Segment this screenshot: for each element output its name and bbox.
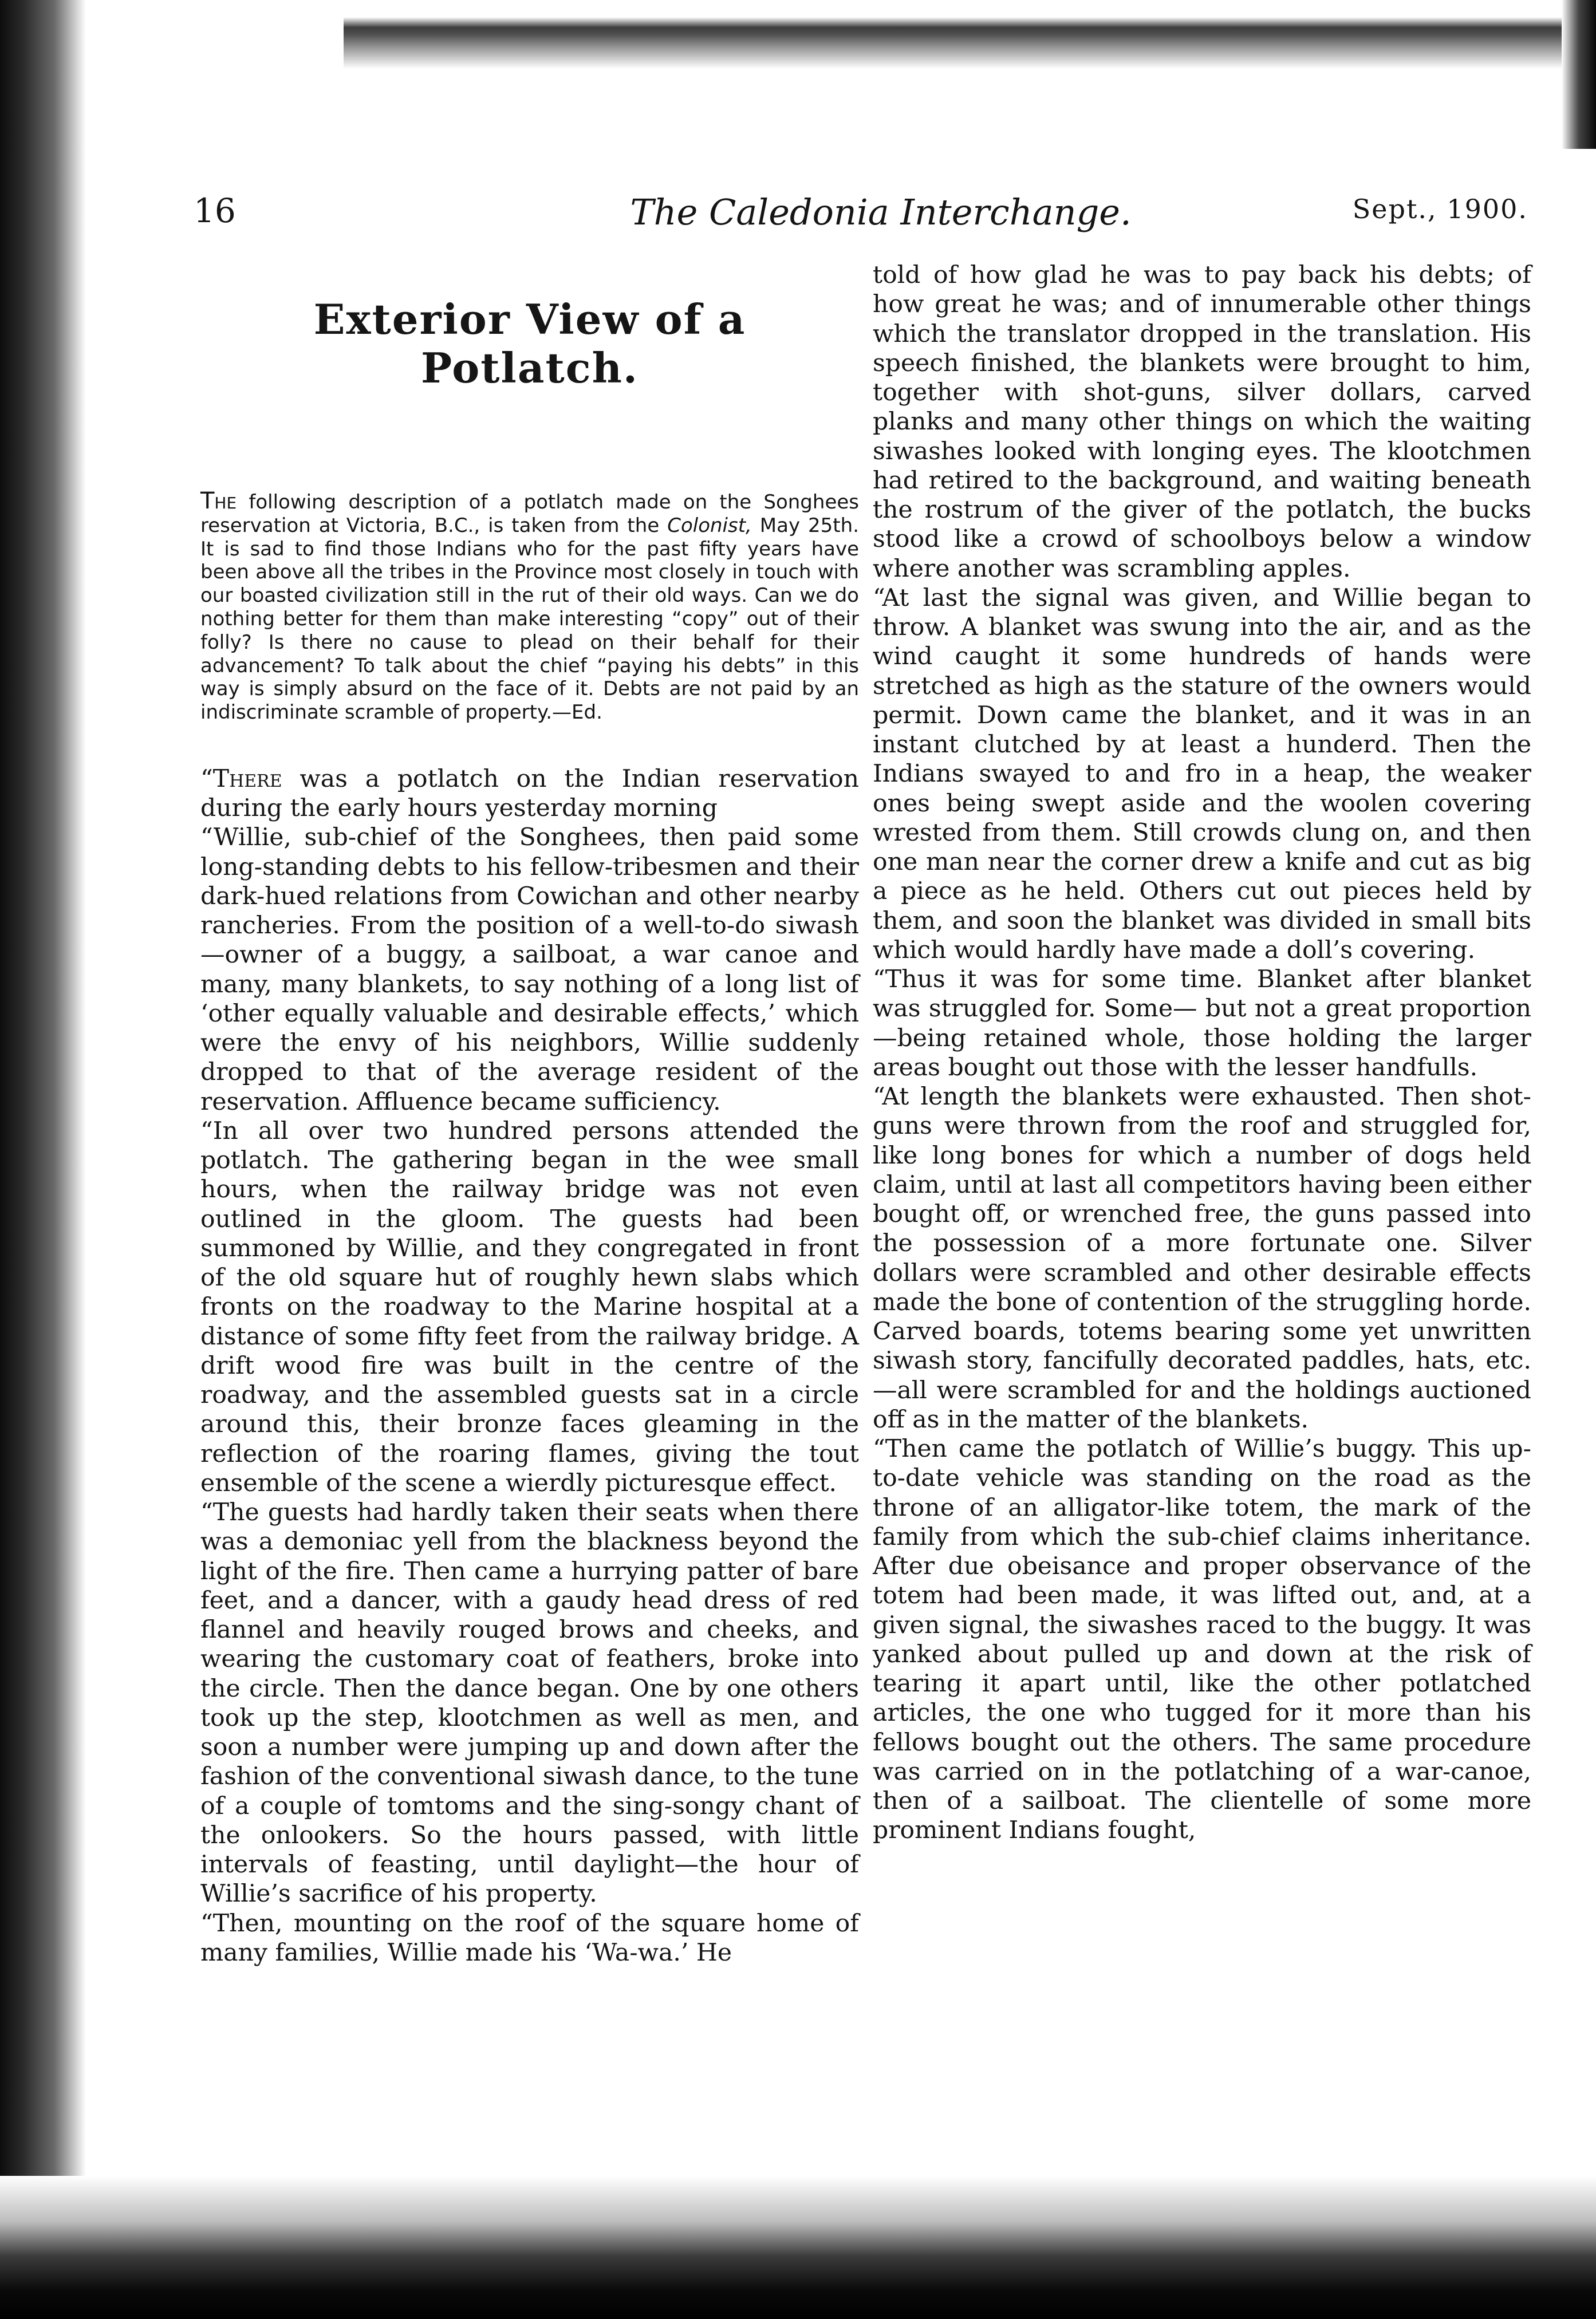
paragraph-1	[200, 764, 859, 823]
scan-shadow-left	[0, 0, 86, 2319]
article-title: Exterior View of a Potlatch.	[313, 295, 746, 392]
editor-note-text-2: May 25th. It is sad to find those Indians who for the past fifty years have been above all the tribes in the Province most closely in touch with our boasted civilization still in the rut of their old ways. Can we do nothing better for them than make interesting “copy” out of their folly? Is there no cause to plead on their behalf for their advancement? To talk about the chief “paying his debts” in this way is simply absurd on the face of it. Debts are not paid by an indiscriminate scramble of property.—Ed.	[200, 514, 859, 724]
paragraph-8: “Thus it was for some time. Blanket after blanket was struggled for. Some— but not a great proportion—being retained whole, those holding the larger areas bought out those with the lesser handfulls.	[873, 965, 1531, 1082]
paragraph-1-lead: “There	[200, 764, 282, 793]
scan-shadow-bottom	[0, 2176, 1596, 2319]
paragraph-6: told of how glad he was to pay back his debts; of how great he was; and of innumerable other things which the translator dropped in the translation. His speech finished, the blankets were brought to him, together with shot-guns, silver dollars, carved planks and many other things on which the waiting siwashes looked with longing eyes. The klootchmen had retired to the background, and waiting beneath the rostrum of the giver of the potlatch, the bucks stood like a crowd of schoolboys below a window where another was scrambling apples.	[873, 261, 1531, 583]
editor-note-lead: The	[200, 488, 237, 514]
issue-date: Sept., 1900.	[1352, 194, 1528, 224]
page-number: 16	[194, 191, 236, 230]
scan-shadow-top	[344, 0, 1596, 77]
editor-note-source: Colonist,	[667, 514, 752, 537]
paragraph-9: “At length the blankets were exhausted. Then shot-guns were thrown from the roof and struggled for, like long bones for which a number of dogs held claim, until at last all competitors having been either bought off, or wrenched free, the guns passed into the possession of a more fortunate one. Silver dollars were scrambled and other desirable effects made the bone of contention of the struggling horde. Carved boards, totems bearing some yet unwritten siwash story, fancifully decorated paddles, hats, etc.—all were scrambled for and the holdings auctioned off as in the matter of the blankets.	[873, 1083, 1531, 1434]
scan-shadow-right	[1562, 0, 1596, 149]
paragraph-1-text: was a potlatch on the Indian reservation during the early hours yesterday morning	[200, 764, 859, 823]
journal-title: The Caledonia Interchange.	[630, 191, 1132, 233]
paragraph-2: “Willie, sub-chief of the Songhees, then paid some long-standing debts to his fellow-tribesmen and their dark-hued relations from Cowichan and other nearby rancheries. From the position of a well-to-do siwash—owner of a buggy, a sailboat, a war canoe and many, many blankets, to say nothing of a long list of ‘other equally valuable and desirable effects,’ which were the envy of his neighbors, Willie suddenly dropped to that of the average resident of the reservation. Affluence became sufficiency.	[200, 823, 859, 1116]
paragraph-5: “Then, mounting on the roof of the square home of many families, Willie made his ‘Wa-wa.’ He	[200, 1909, 859, 1967]
paragraph-4: “The guests had hardly taken their seats when there was a demoniac yell from the blackness beyond the light of the fire. Then came a hurrying patter of bare feet, and a dancer, with a gaudy head dress of red flannel and heavily rouged brows and cheeks, and wearing the customary coat of feathers, broke into the circle. Then the dance began. One by one others took up the step, klootchmen as well as men, and soon a number were jumping up and down after the fashion of the conventional siwash dance, to the tune of a couple of tomtoms and the sing-songy chant of the onlookers. So the hours passed, with little intervals of feasting, until daylight—the hour of Willie’s sacrifice of his property.	[200, 1498, 859, 1908]
column-right	[873, 261, 1531, 1845]
running-header	[194, 191, 1528, 237]
paragraph-7: “At last the signal was given, and Willie began to throw. A blanket was swung into the air, and as the wind caught it some hundreds of hands were stretched as high as the stature of the owners would permit. Down came the blanket, and it was in an instant clutched by at least a hunderd. Then the Indians swayed to and fro in a heap, the weaker ones being swept aside and the woolen covering wrested from them. Still crowds clung on, and then one man near the corner drew a knife and cut as big a piece as he held. Others cut out pieces held by them, and soon the blanket was divided in small bits which would hardly have made a doll’s covering.	[873, 583, 1531, 964]
column-left	[200, 261, 859, 1967]
editor-note-text-1: following description of a potlatch made on the Songhees reservation at Victoria, B.C., is taken from the	[200, 491, 859, 537]
paragraph-10: “Then came the potlatch of Willie’s buggy. This up-to-date vehicle was standing on the road as the throne of an alligator-like totem, the mark of the family from which the sub-chief claims inheritance. After due obeisance and proper observance of the totem had been made, it was lifted out, and, at a given signal, the siwashes raced to the buggy. It was yanked about pulled up and down at the risk of tearing it apart until, like the other potlatched articles, the one who tugged for it more than his fellows bought out the others. The same procedure was carried on in the potlatching of a war-canoe, then of a sailboat. The clientelle of some more prominent Indians fought,	[873, 1435, 1531, 1845]
paragraph-3: “In all over two hundred persons attended the potlatch. The gathering began in the wee small hours, when the railway bridge was not even outlined in the gloom. The guests had been summoned by Willie, and they congregated in front of the old square hut of roughly hewn slabs which fronts on the roadway to the Marine hospital at a distance of some fifty feet from the railway bridge. A drift wood fire was built in the centre of the roadway, and the assembled guests sat in a circle around this, their bronze faces gleaming in the reflection of the roaring flames, giving the tout ensemble of the scene a wierdly picturesque effect.	[200, 1117, 859, 1497]
editor-note	[200, 490, 859, 724]
